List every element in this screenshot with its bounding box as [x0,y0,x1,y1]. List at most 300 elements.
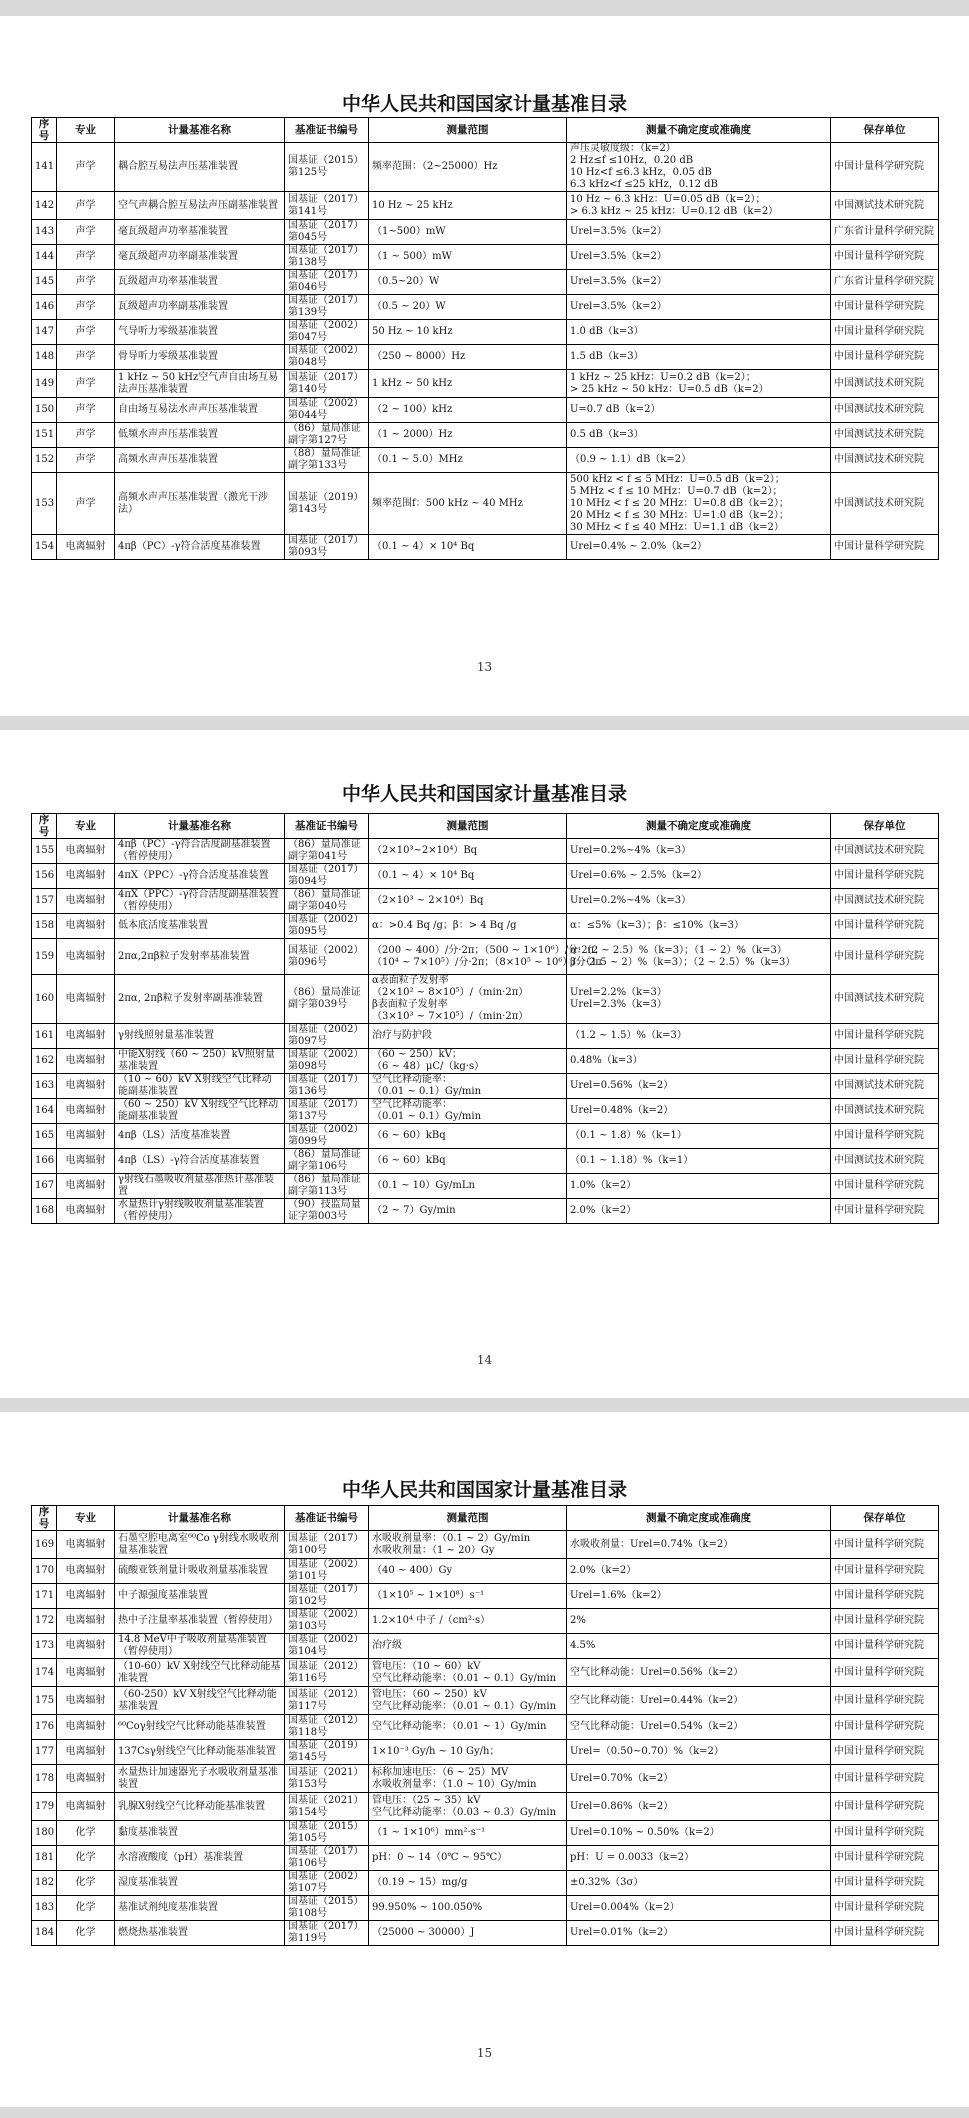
cell-cert: 国基证（2012）第118号 [285,1715,369,1740]
cell-unc: Urel=0.01%（k=2） [567,1921,831,1946]
cell-field: 声学 [57,245,115,270]
column-header: 保存单位 [831,1506,939,1531]
column-header: 基准证书编号 [285,814,369,839]
cell-range: （250 ~ 8000）Hz [369,345,567,370]
cell-cert: 国基证（2002）第098号 [285,1049,369,1074]
cell-unc: 10 Hz ~ 6.3 kHz：U=0.05 dB（k=2）； > 6.3 kHz ~ 25 kHz：U=0.12 dB（k=2） [567,192,831,220]
table-row [32,1124,939,1149]
cell-unc: 1.0%（k=2） [567,1174,831,1199]
cell-unc: Urel=（0.50~0.70）%（k=2） [567,1740,831,1765]
cell-no: 143 [32,220,57,245]
cell-cert: （86）量局准证副字第127号 [285,423,369,448]
cell-no: 163 [32,1074,57,1099]
cell-range: 管电压：（60 ~ 250）kV 空气比释动能率：（0.01 ~ 0.1）Gy/min [369,1687,567,1715]
table-row [32,1896,939,1921]
cell-name: 热中子注量率基准装置（暂停使用） [115,1609,285,1634]
cell-field: 电离辐射 [57,1740,115,1765]
cell-range: （2×10³~2×10⁴）Bq [369,839,567,864]
table-row [32,535,939,560]
cell-range: 频率范围f：500 kHz ~ 40 MHz [369,473,567,535]
cell-unc: 空气比释动能：Urel=0.54%（k=2） [567,1715,831,1740]
cell-unit: 中国测试技术研究院 [831,448,939,473]
cell-range: 空气比释动能率： （0.01 ~ 0.1）Gy/min [369,1099,567,1124]
cell-cert: 国基证（2021）第153号 [285,1765,369,1793]
cell-name: 水量热计加速器光子水吸收剂量基准装置 [115,1765,285,1793]
cell-cert: 国基证（2012）第116号 [285,1659,369,1687]
cell-cert: 国基证（2012）第117号 [285,1687,369,1715]
cell-unit: 中国计量科学研究院 [831,1609,939,1634]
cell-unit: 中国计量科学研究院 [831,345,939,370]
cell-name: 高频水声声压基准装置（激光干涉法） [115,473,285,535]
cell-unit: 中国计量科学研究院 [831,1821,939,1846]
cell-cert: （90）技监局量证字第003号 [285,1199,369,1224]
cell-cert: （88）量局准证副字第133号 [285,448,369,473]
cell-range: 1.2×10⁴ 中子 /（cm²·s） [369,1609,567,1634]
cell-no: 155 [32,839,57,864]
cell-cert: 国基证（2002）第096号 [285,939,369,975]
column-header: 测量范围 [369,1506,567,1531]
cell-cert: 国基证（2017）第137号 [285,1099,369,1124]
cell-unc: 2.0%（k=2） [567,1199,831,1224]
cell-unit: 中国测试技术研究院 [831,1099,939,1124]
cell-unc: α：（2 ~ 2.5）%（k=3）；（1 ~ 2）%（k=3） β：（1.5 ~ 2）%（k=3）；（2 ~ 2.5）%（k=3） [567,939,831,975]
cell-range: α：>0.4 Bq /g；β：> 4 Bq /g [369,914,567,939]
page-title: 中华人民共和国国家计量基准目录 [341,93,627,115]
cell-name: 1 kHz ~ 50 kHz空气声自由场互易法声压基准装置 [115,370,285,398]
cell-field: 电离辐射 [57,1687,115,1715]
cell-field: 电离辐射 [57,1609,115,1634]
cell-field: 电离辐射 [57,864,115,889]
cell-unit: 中国计量科学研究院 [831,1531,939,1559]
cell-unit: 中国计量科学研究院 [831,1199,939,1224]
cell-name: 瓦级超声功率副基准装置 [115,295,285,320]
cell-cert: （86）量局准证副字第113号 [285,1174,369,1199]
cell-unc: 0.5 dB（k=3） [567,423,831,448]
cell-unit: 中国计量科学研究院 [831,1124,939,1149]
cell-name: 中子源强度基准装置 [115,1584,285,1609]
cell-range: （25000 ~ 30000）J [369,1921,567,1946]
cell-range: （0.5 ~ 20）W [369,295,567,320]
cell-name: 4πβ（LS）活度基准装置 [115,1124,285,1149]
cell-name: 基准试剂纯度基准装置 [115,1896,285,1921]
cell-unit: 中国计量科学研究院 [831,143,939,192]
cell-unit: 中国测试技术研究院 [831,1149,939,1174]
cell-no: 154 [32,535,57,560]
cell-unc: pH：U = 0.0033（k=2） [567,1846,831,1871]
cell-unit: 中国计量科学研究院 [831,1049,939,1074]
cell-cert: 国基证（2017）第045号 [285,220,369,245]
cell-name: 水溶液酸度（pH）基准装置 [115,1846,285,1871]
cell-name: 水量热计γ射线吸收剂量基准装置（暂停使用） [115,1199,285,1224]
cell-name: 低频水声声压基准装置 [115,423,285,448]
cell-unc: 500 kHz < f ≤ 5 MHz：U=0.5 dB（k=2）； 5 MHz < f ≤ 10 MHz：U=0.7 dB（k=2）； 10 MHz < f ≤ 20 MHz：U=0.8 dB（k=2）； 20 MHz < f ≤ 30 MHz：U=1.0 dB（k=2）； 30 MHz < f ≤ 40 MHz：U=1.1 dB（k=2） [567,473,831,535]
table-row [32,975,939,1024]
cell-field: 声学 [57,295,115,320]
cell-unit: 中国计量科学研究院 [831,1024,939,1049]
cell-no: 169 [32,1531,57,1559]
table-header [32,814,939,839]
cell-unit: 中国计量科学研究院 [831,1846,939,1871]
cell-no: 144 [32,245,57,270]
cell-field: 电离辐射 [57,1174,115,1199]
cell-field: 电离辐射 [57,889,115,914]
cell-name: 黏度基准装置 [115,1821,285,1846]
cell-cert: 国基证（2017）第141号 [285,192,369,220]
cell-range: 治疗级 [369,1634,567,1659]
cell-name: （60 ~ 250）kV X射线空气比释动能副基准装置 [115,1099,285,1124]
cell-cert: 国基证（2019）第145号 [285,1740,369,1765]
table-row [32,1687,939,1715]
cell-unit: 中国计量科学研究院 [831,864,939,889]
cell-cert: 国基证（2019）第143号 [285,473,369,535]
cell-field: 声学 [57,345,115,370]
cell-name: 2πα,2πβ粒子发射率基准装置 [115,939,285,975]
cell-range: （2 ~ 100）kHz [369,398,567,423]
cell-cert: 国基证（2017）第138号 [285,245,369,270]
cell-name: 毫瓦级超声功率基准装置 [115,220,285,245]
cell-cert: （86）量局准证副字第039号 [285,975,369,1024]
cell-range: 水吸收剂量率：（0.1 ~ 2）Gy/min 水吸收剂量：（1 ~ 20）Gy [369,1531,567,1559]
table-row [32,1074,939,1099]
cell-name: 瓦级超声功率基准装置 [115,270,285,295]
cell-cert: 国基证（2017）第139号 [285,295,369,320]
cell-name: 4πβ（PC）-γ符合活度基准装置 [115,535,285,560]
cell-unit: 中国测试技术研究院 [831,423,939,448]
cell-unc: 声压灵敏度级：（k=2） 2 Hz≤f ≤10Hz，0.20 dB 10 Hz<f ≤6.3 kHz，0.05 dB 6.3 kHz<f ≤25 kHz，0.12 dB [567,143,831,192]
cell-no: 151 [32,423,57,448]
table-row [32,192,939,220]
column-header: 序号 [32,814,57,839]
cell-unit: 中国计量科学研究院 [831,535,939,560]
cell-no: 175 [32,1687,57,1715]
cell-range: （200 ~ 400）/分·2π；（500 ~ 1×10⁶）/分·2π； （10⁴ ~ 7×10⁵）/分·2π；（8×10⁵ ~ 10⁶）/分·2π [369,939,567,975]
column-header: 计量基准名称 [115,814,285,839]
cell-unc: U=0.7 dB（k=2） [567,398,831,423]
cell-field: 声学 [57,320,115,345]
cell-range: （6 ~ 60）kBq [369,1124,567,1149]
cell-no: 141 [32,143,57,192]
column-header: 测量不确定度或准确度 [567,118,831,143]
cell-unc: （0.1 ~ 1.18）%（k=1） [567,1149,831,1174]
table-row [32,1715,939,1740]
column-header: 专业 [57,118,115,143]
cell-unit: 中国测试技术研究院 [831,398,939,423]
cell-unit: 中国测试技术研究院 [831,889,939,914]
cell-unc: Urel=3.5%（k=2） [567,270,831,295]
cell-unit: 中国计量科学研究院 [831,1765,939,1793]
standards-table [31,1505,939,1946]
table-row [32,939,939,975]
table-row [32,1765,939,1793]
cell-name: 4πX（PPC）-γ符合活度副基准装置（暂停使用） [115,889,285,914]
cell-no: 145 [32,270,57,295]
cell-field: 化学 [57,1846,115,1871]
cell-name: （10-60）kV X射线空气比释动能基准装置 [115,1659,285,1687]
table-row [32,220,939,245]
cell-range: pH：0 ~ 14（0℃ ~ 95℃） [369,1846,567,1871]
table-header [32,118,939,143]
table-row [32,1199,939,1224]
cell-no: 162 [32,1049,57,1074]
cell-field: 声学 [57,448,115,473]
column-header: 计量基准名称 [115,1506,285,1531]
cell-cert: 国基证（2002）第095号 [285,914,369,939]
cell-unit: 中国测试技术研究院 [831,192,939,220]
cell-name: 石墨空腔电离室⁶⁰Co γ射线水吸收剂量基准装置 [115,1531,285,1559]
column-header: 保存单位 [831,118,939,143]
cell-field: 电离辐射 [57,839,115,864]
cell-name: 湿度基准装置 [115,1871,285,1896]
cell-no: 156 [32,864,57,889]
table-row [32,1871,939,1896]
cell-name: 高频水声声压基准装置 [115,448,285,473]
table-row [32,143,939,192]
cell-range: （2 ~ 7）Gy/min [369,1199,567,1224]
cell-range: 管电压：（10 ~ 60）kV 空气比释动能率：（0.01 ~ 0.1）Gy/min [369,1659,567,1687]
cell-no: 149 [32,370,57,398]
table-header [32,1506,939,1531]
cell-field: 电离辐射 [57,1149,115,1174]
cell-unc: （1.2 ~ 1.5）%（k=3） [567,1024,831,1049]
cell-cert: 国基证（2017）第093号 [285,535,369,560]
cell-no: 182 [32,1871,57,1896]
cell-unc: Urel=0.48%（k=2） [567,1099,831,1124]
cell-unc: 空气比释动能：Urel=0.56%（k=2） [567,1659,831,1687]
table-row [32,345,939,370]
cell-unc: 2.0%（k=2） [567,1559,831,1584]
cell-cert: 国基证（2017）第140号 [285,370,369,398]
cell-name: 低本底活度基准装置 [115,914,285,939]
cell-unit: 广东省计量科学研究院 [831,270,939,295]
cell-field: 电离辐射 [57,1584,115,1609]
cell-unc: Urel=0.2%~4%（k=3） [567,839,831,864]
cell-unit: 中国测试技术研究院 [831,1074,939,1099]
table-row [32,423,939,448]
cell-name: 14.8 MeV中子吸收剂量基准装置（暂停使用） [115,1634,285,1659]
cell-field: 电离辐射 [57,1049,115,1074]
table-row [32,320,939,345]
column-header: 基准证书编号 [285,118,369,143]
page-number: 15 [476,2046,493,2060]
cell-name: γ射线石墨吸收剂量基准热计基准装置 [115,1174,285,1199]
column-header: 专业 [57,1506,115,1531]
cell-no: 179 [32,1793,57,1821]
cell-no: 160 [32,975,57,1024]
cell-range: （1 ~ 500）mW [369,245,567,270]
cell-unc: 2% [567,1609,831,1634]
table-row [32,889,939,914]
cell-field: 电离辐射 [57,939,115,975]
cell-name: 气导听力零级基准装置 [115,320,285,345]
cell-name: （60-250）kV X射线空气比释动能基准装置 [115,1687,285,1715]
table-row [32,1531,939,1559]
cell-no: 184 [32,1921,57,1946]
cell-no: 161 [32,1024,57,1049]
cell-cert: 国基证（2002）第103号 [285,1609,369,1634]
cell-no: 146 [32,295,57,320]
cell-unit: 中国计量科学研究院 [831,1896,939,1921]
cell-cert: （86）量局准证副字第040号 [285,889,369,914]
cell-unit: 中国测试技术研究院 [831,370,939,398]
cell-unit: 中国测试技术研究院 [831,473,939,535]
cell-field: 电离辐射 [57,1715,115,1740]
table-row [32,839,939,864]
cell-range: 标称加速电压：（6 ~ 25）MV 水吸收剂量率：（1.0 ~ 10）Gy/min [369,1765,567,1793]
cell-unc: Urel=1.6%（k=2） [567,1584,831,1609]
cell-unc: Urel=2.2%（k=3） Urel=2.3%（k=3） [567,975,831,1024]
cell-unit: 中国计量科学研究院 [831,1871,939,1896]
cell-no: 164 [32,1099,57,1124]
cell-range: 治疗与防护段 [369,1024,567,1049]
cell-range: （1~500）mW [369,220,567,245]
cell-name: 毫瓦级超声功率副基准装置 [115,245,285,270]
cell-range: （1 ~ 1×10⁶）mm²·s⁻¹ [369,1821,567,1846]
cell-unit: 中国计量科学研究院 [831,1659,939,1687]
cell-name: ⁶⁰Coγ射线空气比释动能基准装置 [115,1715,285,1740]
cell-name: 自由场互易法水声声压基准装置 [115,398,285,423]
table-row [32,295,939,320]
cell-unc: 空气比释动能：Urel=0.44%（k=2） [567,1687,831,1715]
table-row [32,1174,939,1199]
cell-field: 电离辐射 [57,1024,115,1049]
cell-unc: （0.1 ~ 1.8）%（k=1） [567,1124,831,1149]
cell-no: 173 [32,1634,57,1659]
cell-range: 空气比释动能率：（0.01 ~ 1）Gy/min [369,1715,567,1740]
cell-no: 148 [32,345,57,370]
cell-range: （1×10⁵ ~ 1×10⁸）s⁻¹ [369,1584,567,1609]
cell-unc: ±0.32%（3σ） [567,1871,831,1896]
cell-no: 168 [32,1199,57,1224]
cell-cert: 国基证（2017）第100号 [285,1531,369,1559]
cell-no: 165 [32,1124,57,1149]
cell-unc: Urel=0.004%（k=2） [567,1896,831,1921]
cell-unc: 0.48%（k=3） [567,1049,831,1074]
cell-field: 电离辐射 [57,1531,115,1559]
cell-no: 170 [32,1559,57,1584]
cell-no: 183 [32,1896,57,1921]
cell-range: 空气比释动能率： （0.01 ~ 0.1）Gy/min [369,1074,567,1099]
cell-unc: （0.9 ~ 1.1）dB（k=2） [567,448,831,473]
page-title: 中华人民共和国国家计量基准目录 [341,1479,627,1501]
table-row [32,448,939,473]
cell-range: 管电压：（25 ~ 35）kV 空气比释动能率：（0.03 ~ 0.3）Gy/min [369,1793,567,1821]
cell-field: 电离辐射 [57,975,115,1024]
cell-no: 177 [32,1740,57,1765]
cell-no: 152 [32,448,57,473]
cell-unit: 中国计量科学研究院 [831,1921,939,1946]
cell-cert: 国基证（2002）第047号 [285,320,369,345]
cell-unit: 中国计量科学研究院 [831,1793,939,1821]
cell-unc: Urel=0.2%~4%（k=3） [567,889,831,914]
column-header: 测量范围 [369,118,567,143]
table-row [32,1049,939,1074]
cell-range: （60 ~ 250）kV； （6 ~ 48）μC/（kg·s） [369,1049,567,1074]
cell-unc: Urel=0.10% ~ 0.50%（k=2） [567,1821,831,1846]
cell-field: 电离辐射 [57,1793,115,1821]
cell-field: 电离辐射 [57,1765,115,1793]
table-row [32,245,939,270]
cell-range: （0.1 ~ 5.0）MHz [369,448,567,473]
column-header: 序号 [32,1506,57,1531]
cell-name: 硫酸亚铁剂量计吸收剂量基准装置 [115,1559,285,1584]
cell-no: 174 [32,1659,57,1687]
cell-field: 电离辐射 [57,1074,115,1099]
cell-cert: 国基证（2002）第099号 [285,1124,369,1149]
cell-unc: Urel=3.5%（k=2） [567,220,831,245]
column-header: 计量基准名称 [115,118,285,143]
cell-name: 耦合腔互易法声压基准装置 [115,143,285,192]
column-header: 序号 [32,118,57,143]
table-row [32,1024,939,1049]
cell-cert: 国基证（2015）第125号 [285,143,369,192]
page-number: 14 [476,1353,493,1367]
table-row [32,473,939,535]
cell-no: 157 [32,889,57,914]
cell-field: 电离辐射 [57,1099,115,1124]
cell-name: 4πβ（PC）-γ符合活度副基准装置（暂停使用） [115,839,285,864]
table-row [32,270,939,295]
cell-unit: 中国计量科学研究院 [831,245,939,270]
cell-cert: 国基证（2021）第154号 [285,1793,369,1821]
cell-cert: （86）量局准证副字第106号 [285,1149,369,1174]
cell-unc: Urel=0.6% ~ 2.5%（k=2） [567,864,831,889]
page-number: 13 [476,660,493,674]
cell-name: 乳腺X射线空气比释动能基准装置 [115,1793,285,1821]
table-row [32,1793,939,1821]
cell-field: 电离辐射 [57,914,115,939]
table-row [32,914,939,939]
cell-cert: 国基证（2015）第105号 [285,1821,369,1846]
cell-field: 电离辐射 [57,1124,115,1149]
cell-unc: 水吸收剂量：Urel=0.74%（k=2） [567,1531,831,1559]
cell-cert: 国基证（2002）第101号 [285,1559,369,1584]
cell-cert: 国基证（2017）第106号 [285,1846,369,1871]
column-header: 保存单位 [831,814,939,839]
table-row [32,1609,939,1634]
cell-unc: 4.5% [567,1634,831,1659]
cell-unit: 中国计量科学研究院 [831,1559,939,1584]
column-header: 基准证书编号 [285,1506,369,1531]
cell-no: 181 [32,1846,57,1871]
cell-cert: 国基证（2015）第108号 [285,1896,369,1921]
cell-field: 化学 [57,1896,115,1921]
cell-unit: 中国计量科学研究院 [831,1687,939,1715]
cell-field: 化学 [57,1921,115,1946]
cell-field: 声学 [57,473,115,535]
table-row [32,864,939,889]
cell-unit: 中国计量科学研究院 [831,1740,939,1765]
cell-no: 178 [32,1765,57,1793]
cell-cert: （86）量局准证副字第041号 [285,839,369,864]
cell-field: 声学 [57,143,115,192]
cell-unit: 中国计量科学研究院 [831,1584,939,1609]
cell-unc: 1.5 dB（k=3） [567,345,831,370]
table-row [32,1099,939,1124]
cell-no: 153 [32,473,57,535]
cell-name: 燃烧热基准装置 [115,1921,285,1946]
cell-field: 声学 [57,423,115,448]
cell-no: 171 [32,1584,57,1609]
table-row [32,1559,939,1584]
cell-unc: Urel=0.4% ~ 2.0%（k=2） [567,535,831,560]
cell-unit: 中国测试技术研究院 [831,975,939,1024]
cell-field: 声学 [57,370,115,398]
cell-no: 167 [32,1174,57,1199]
cell-range: （0.5~20）W [369,270,567,295]
cell-unit: 中国计量科学研究院 [831,1174,939,1199]
cell-no: 172 [32,1609,57,1634]
cell-cert: 国基证（2017）第102号 [285,1584,369,1609]
